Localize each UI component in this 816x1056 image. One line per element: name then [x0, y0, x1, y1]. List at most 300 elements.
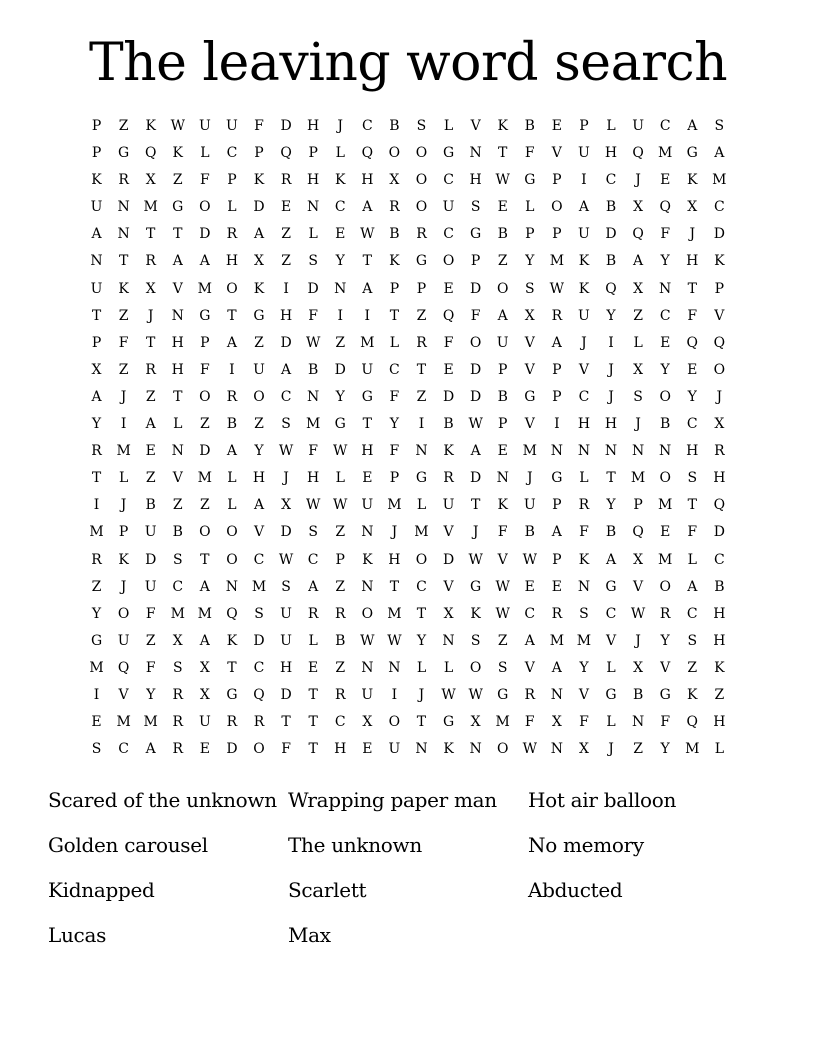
grid-letter: G — [605, 686, 617, 703]
grid-letter: F — [308, 443, 319, 460]
grid-row — [83, 709, 733, 736]
grid-letter: Z — [281, 226, 291, 243]
grid-letter: C — [659, 118, 671, 134]
grid-letter: O — [226, 524, 238, 541]
grid-letter: H — [361, 172, 374, 189]
grid-letter: G — [334, 416, 346, 433]
grid-letter: B — [335, 632, 346, 649]
grid-letter: M — [495, 714, 510, 731]
grid-letter: H — [171, 361, 184, 378]
grid-letter: L — [227, 199, 237, 216]
grid-letter: O — [388, 145, 401, 162]
grid-letter: J — [635, 632, 641, 649]
grid-letter: D — [226, 741, 238, 758]
grid-letter: S — [281, 416, 291, 433]
grid-letter: K — [226, 632, 238, 649]
grid-letter: L — [335, 470, 345, 487]
grid-letter: A — [226, 334, 237, 351]
grid-letter: K — [443, 741, 454, 758]
grid-letter: G — [226, 686, 238, 703]
grid-letter: E — [497, 443, 508, 460]
grid-row — [83, 113, 733, 140]
grid-letter: G — [605, 578, 617, 595]
grid-letter: B — [660, 416, 671, 433]
grid-row — [83, 221, 733, 248]
grid-letter: N — [307, 388, 320, 405]
grid-letter: O — [415, 172, 428, 189]
grid-letter: Z — [416, 388, 427, 405]
grid-letter: Q — [144, 145, 157, 162]
grid-letter: C — [443, 226, 454, 243]
grid-row — [83, 465, 733, 492]
grid-letter: B — [605, 253, 617, 270]
grid-letter: Q — [280, 145, 292, 162]
grid-letter: X — [470, 714, 481, 731]
grid-letter: V — [443, 524, 454, 541]
grid-letter: G — [659, 686, 671, 703]
grid-letter: X — [389, 172, 400, 189]
grid-letter: G — [199, 307, 211, 324]
grid-letter: F — [145, 605, 156, 622]
grid-letter: C — [334, 714, 346, 731]
grid-letter: L — [443, 118, 454, 134]
grid-letter: G — [551, 470, 563, 487]
grid-letter: C — [307, 551, 319, 568]
grid-letter: U — [442, 497, 455, 514]
grid-letter: B — [632, 686, 644, 703]
grid-letter: C — [416, 578, 427, 595]
grid-letter: W — [333, 443, 348, 460]
grid-letter: R — [659, 605, 671, 622]
grid-letter: W — [170, 118, 185, 134]
grid-letter: M — [197, 470, 213, 487]
grid-letter: P — [200, 334, 210, 351]
grid-letter: Z — [335, 334, 346, 351]
grid-letter: L — [308, 632, 318, 649]
grid-letter: B — [443, 416, 454, 433]
grid-letter: N — [117, 199, 130, 216]
grid-letter: O — [551, 199, 563, 216]
grid-letter: C — [118, 741, 129, 758]
grid-letter: G — [253, 307, 265, 324]
grid-letter: M — [305, 416, 321, 433]
grid-letter: A — [551, 659, 562, 676]
grid-letter: R — [145, 361, 156, 378]
grid-letter: P — [416, 280, 427, 297]
grid-letter: P — [91, 118, 102, 134]
grid-letter: B — [172, 524, 183, 541]
grid-letter: N — [550, 741, 563, 758]
grid-letter: J — [283, 470, 289, 487]
grid-letter: H — [713, 605, 726, 622]
grid-letter: U — [523, 497, 536, 514]
grid-letter: V — [497, 551, 508, 568]
grid-letter: D — [307, 280, 319, 297]
grid-letter: F — [199, 172, 210, 189]
grid-letter: O — [659, 470, 671, 487]
grid-letter: P — [470, 253, 481, 270]
grid-letter: F — [579, 524, 589, 541]
grid-letter: F — [199, 361, 210, 378]
grid-letter: M — [170, 605, 185, 622]
grid-letter: P — [91, 334, 102, 351]
grid-letter: D — [253, 199, 265, 216]
grid-letter: W — [360, 226, 375, 243]
grid-letter: F — [497, 524, 508, 541]
grid-letter: D — [470, 470, 482, 487]
grid-letter: B — [145, 497, 156, 514]
grid-letter: Z — [335, 524, 346, 541]
grid-letter: K — [470, 605, 481, 622]
grid-letter: B — [226, 416, 238, 433]
grid-letter: L — [308, 226, 318, 243]
grid-letter: M — [658, 145, 673, 162]
grid-letter: E — [280, 199, 292, 216]
grid-letter: X — [714, 416, 725, 433]
grid-letter: P — [254, 145, 264, 162]
grid-letter: K — [443, 443, 454, 460]
grid-letter: U — [144, 578, 157, 595]
grid-letter: T — [362, 253, 372, 270]
grid-letter: B — [308, 361, 319, 378]
grid-letter: D — [199, 443, 211, 460]
grid-letter: G — [118, 145, 130, 162]
grid-letter: R — [416, 334, 427, 351]
grid-letter: Y — [606, 307, 616, 324]
grid-letter: I — [229, 361, 235, 378]
grid-letter: A — [578, 199, 589, 216]
grid-letter: D — [442, 388, 455, 405]
grid-letter: R — [226, 714, 238, 731]
grid-letter: A — [551, 524, 562, 541]
grid-letter: M — [116, 443, 131, 460]
grid-letter: D — [442, 551, 455, 568]
grid-letter: G — [442, 145, 455, 162]
grid-letter: R — [172, 714, 184, 731]
grid-letter: P — [552, 361, 562, 378]
grid-letter: G — [686, 145, 698, 162]
word-list-item: Hot air balloon — [528, 788, 677, 812]
grid-letter: V — [524, 416, 535, 433]
grid-letter: W — [360, 632, 375, 649]
grid-letter: X — [443, 605, 454, 622]
grid-letter: G — [442, 714, 455, 731]
grid-letter: C — [605, 172, 617, 189]
grid-letter: I — [364, 307, 371, 324]
grid-letter: C — [686, 416, 698, 433]
grid-letter: P — [714, 280, 725, 297]
grid-letter: M — [251, 578, 267, 595]
grid-row — [83, 384, 733, 411]
grid-letter: L — [606, 714, 616, 731]
grid-letter: H — [604, 145, 618, 162]
grid-letter: C — [253, 551, 265, 568]
grid-letter: L — [389, 334, 400, 351]
grid-letter: B — [389, 118, 400, 134]
grid-letter: B — [605, 524, 617, 541]
grid-letter: E — [362, 741, 373, 758]
grid-letter: Z — [281, 253, 291, 270]
grid-letter: X — [633, 199, 644, 216]
grid-letter: G — [470, 578, 482, 595]
word-list-item: Kidnapped — [48, 878, 155, 902]
grid-letter: E — [91, 714, 102, 731]
grid-letter: H — [307, 172, 320, 189]
grid-letter: D — [334, 361, 346, 378]
grid-letter: B — [524, 118, 535, 134]
grid-letter: Q — [226, 605, 238, 622]
grid-letter: M — [89, 524, 104, 541]
grid-letter: L — [173, 416, 183, 433]
grid-letter: E — [443, 280, 454, 297]
grid-letter: C — [226, 145, 238, 162]
grid-letter: A — [253, 226, 265, 243]
grid-letter: E — [551, 578, 562, 595]
grid-letter: W — [468, 551, 483, 568]
grid-letter: J — [635, 416, 641, 433]
grid-letter: Q — [605, 280, 617, 297]
grid-letter: A — [91, 226, 102, 243]
grid-letter: I — [337, 307, 343, 324]
grid-letter: Q — [117, 659, 130, 676]
grid-letter: Y — [525, 253, 535, 270]
grid-letter: H — [713, 714, 726, 731]
grid-row — [83, 330, 733, 357]
grid-letter: D — [713, 524, 725, 541]
grid-letter: N — [415, 741, 428, 758]
grid-letter: Q — [659, 199, 671, 216]
grid-letter: J — [337, 118, 344, 134]
grid-letter: A — [308, 578, 319, 595]
grid-letter: I — [554, 416, 560, 433]
word-list-item: The unknown — [288, 833, 422, 857]
grid-letter: X — [145, 172, 156, 189]
grid-letter: K — [578, 253, 590, 270]
grid-letter: Z — [335, 659, 346, 676]
grid-letter: S — [308, 524, 318, 541]
grid-letter: P — [389, 280, 400, 297]
grid-letter: A — [687, 578, 698, 595]
grid-letter: A — [605, 551, 617, 568]
grid-letter: E — [551, 118, 562, 134]
grid-letter: Y — [389, 416, 400, 433]
grid-letter: K — [714, 659, 725, 676]
grid-letter: P — [552, 497, 562, 514]
grid-letter: M — [658, 497, 673, 514]
grid-letter: R — [307, 605, 319, 622]
grid-letter: J — [608, 388, 614, 405]
grid-letter: R — [416, 226, 427, 243]
grid-letter: X — [145, 280, 156, 297]
grid-letter: J — [120, 497, 127, 514]
grid-letter: T — [173, 226, 183, 243]
grid-letter: S — [714, 118, 725, 134]
grid-letter: W — [333, 497, 348, 514]
grid-letter: O — [226, 280, 238, 297]
grid-letter: W — [495, 605, 510, 622]
grid-letter: Z — [633, 307, 643, 324]
grid-letter: U — [198, 714, 211, 731]
grid-letter: D — [253, 632, 265, 649]
grid-letter: M — [630, 470, 646, 487]
grid-letter: R — [172, 686, 184, 703]
grid-letter: N — [659, 280, 672, 297]
grid-letter: C — [389, 361, 400, 378]
grid-letter: D — [605, 226, 617, 243]
word-list-item: Scared of the unknown — [48, 788, 277, 812]
grid-letter: T — [498, 145, 508, 162]
grid-letter: N — [631, 714, 645, 731]
grid-row — [83, 736, 733, 763]
word-list-item: Scarlett — [288, 878, 367, 902]
grid-letter: G — [90, 632, 103, 649]
grid-letter: A — [362, 280, 373, 297]
grid-letter: V — [633, 578, 644, 595]
grid-letter: B — [497, 226, 508, 243]
grid-letter: S — [497, 659, 508, 676]
grid-letter: G — [172, 199, 184, 216]
grid-letter: T — [416, 361, 427, 378]
grid-letter: N — [225, 578, 239, 595]
grid-letter: G — [415, 470, 428, 487]
grid-row — [83, 357, 733, 384]
grid-letter: M — [522, 443, 537, 460]
grid-letter: Y — [91, 416, 102, 433]
grid-letter: N — [659, 443, 672, 460]
grid-letter: D — [470, 361, 482, 378]
grid-letter: V — [172, 470, 183, 487]
grid-letter: S — [470, 199, 481, 216]
grid-letter: E — [362, 470, 373, 487]
grid-letter: A — [199, 253, 210, 270]
grid-letter: H — [469, 172, 482, 189]
grid-letter: V — [118, 686, 129, 703]
grid-letter: U — [226, 118, 238, 134]
grid-letter: N — [496, 470, 509, 487]
grid-letter: O — [496, 741, 509, 758]
grid-letter: C — [443, 172, 454, 189]
grid-letter: O — [496, 280, 509, 297]
grid-letter: A — [687, 118, 698, 134]
grid-letter: T — [389, 307, 400, 324]
grid-letter: C — [713, 199, 725, 216]
grid-letter: Z — [199, 416, 210, 433]
grid-letter: W — [495, 578, 510, 595]
grid-letter: Q — [361, 145, 374, 162]
grid-letter: V — [524, 659, 535, 676]
grid-letter: K — [362, 551, 373, 568]
grid-letter: Z — [145, 632, 156, 649]
grid-letter: C — [334, 199, 346, 216]
grid-letter: M — [658, 551, 673, 568]
grid-letter: C — [280, 388, 292, 405]
grid-row — [83, 655, 733, 682]
grid-letter: Q — [253, 686, 265, 703]
grid-letter: S — [281, 578, 291, 595]
grid-letter: M — [116, 714, 131, 731]
grid-letter: K — [253, 172, 265, 189]
grid-row — [83, 682, 733, 709]
grid-row — [83, 574, 733, 601]
grid-letter: A — [145, 416, 156, 433]
grid-letter: H — [334, 741, 347, 758]
grid-letter: T — [362, 416, 372, 433]
grid-letter: A — [199, 632, 210, 649]
grid-letter: A — [497, 307, 508, 324]
grid-letter: N — [577, 578, 591, 595]
grid-letter: U — [144, 524, 157, 541]
grid-letter: B — [524, 524, 535, 541]
grid-letter: E — [660, 334, 671, 351]
grid-letter: W — [387, 632, 402, 649]
grid-letter: N — [442, 632, 455, 649]
grid-letter: P — [308, 145, 318, 162]
grid-letter: K — [172, 145, 183, 162]
grid-letter: N — [171, 443, 184, 460]
grid-letter: M — [197, 280, 213, 297]
grid-letter: C — [253, 659, 265, 676]
grid-letter: T — [606, 470, 616, 487]
grid-letter: Y — [660, 361, 670, 378]
grid-letter: P — [389, 470, 400, 487]
grid-letter: S — [579, 605, 589, 622]
grid-letter: U — [578, 307, 590, 324]
grid-letter: F — [118, 334, 129, 351]
grid-letter: F — [308, 307, 319, 324]
grid-letter: U — [361, 361, 374, 378]
grid-letter: D — [713, 226, 725, 243]
grid-letter: A — [199, 578, 210, 595]
grid-letter: R — [524, 686, 536, 703]
grid-letter: M — [143, 199, 158, 216]
grid-letter: J — [608, 741, 614, 758]
grid-letter: W — [278, 443, 294, 460]
grid-row — [83, 303, 733, 330]
grid-letter: L — [200, 145, 210, 162]
grid-letter: N — [415, 443, 428, 460]
grid-letter: U — [90, 199, 103, 216]
grid-letter: J — [391, 524, 398, 541]
grid-letter: I — [418, 416, 425, 433]
grid-letter: Y — [91, 605, 102, 622]
grid-letter: D — [145, 551, 157, 568]
grid-letter: P — [335, 551, 345, 568]
grid-letter: H — [686, 253, 699, 270]
grid-letter: P — [91, 145, 102, 162]
grid-letter: M — [143, 714, 158, 731]
grid-letter: U — [361, 497, 374, 514]
grid-letter: J — [635, 172, 641, 189]
grid-letter: W — [305, 497, 321, 514]
grid-letter: H — [279, 659, 293, 676]
grid-letter: F — [281, 741, 291, 758]
grid-letter: Z — [199, 497, 210, 514]
grid-letter: T — [281, 714, 291, 731]
grid-letter: P — [552, 388, 562, 405]
grid-letter: Z — [254, 334, 264, 351]
grid-letter: X — [551, 714, 562, 731]
grid-letter: R — [551, 605, 563, 622]
grid-letter: U — [578, 145, 590, 162]
grid-letter: Q — [632, 226, 644, 243]
grid-row — [83, 492, 733, 519]
grid-letter: F — [145, 659, 156, 676]
grid-letter: S — [687, 632, 698, 649]
grid-letter: Q — [686, 334, 698, 351]
grid-letter: G — [361, 388, 373, 405]
grid-letter: R — [578, 497, 590, 514]
grid-letter: M — [89, 659, 104, 676]
